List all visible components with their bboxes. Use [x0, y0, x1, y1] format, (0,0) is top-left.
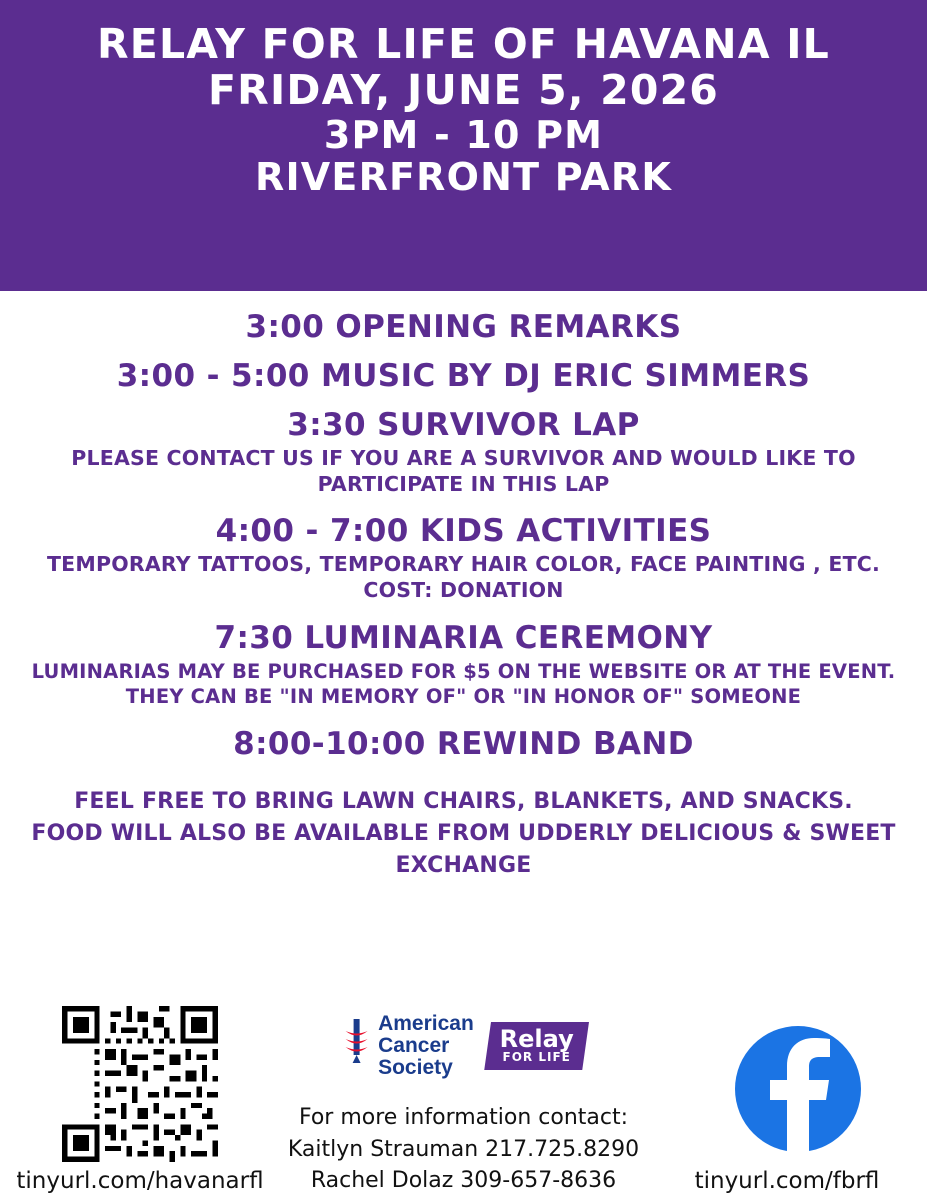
- acs-sword-icon: [341, 1017, 371, 1075]
- schedule-item-rewind-band: 8:00-10:00 REWIND BAND: [233, 725, 694, 762]
- schedule-section: [0, 291, 927, 882]
- qr-code-website[interactable]: [62, 1006, 218, 1162]
- schedule-note-survivor-lap: PLEASE CONTACT US IF YOU ARE A SURVIVOR AND WOULD LIKE TO PARTICIPATE IN THIS LAP: [71, 445, 856, 496]
- schedule-item-luminaria-ceremony: 7:30 LUMINARIA CEREMONY: [214, 619, 713, 656]
- header-time-line: 3PM - 10 PM: [323, 112, 604, 157]
- qr-code-website-icon: [62, 1006, 218, 1162]
- schedule-item-survivor-lap: 3:30 SURVIVOR LAP: [287, 406, 640, 443]
- header-title-line-1: RELAY FOR LIFE OF HAVANA IL: [96, 20, 831, 68]
- relay-badge-line-1: Relay: [499, 1024, 574, 1053]
- flyer-footer: [0, 995, 927, 1200]
- flyer-header: [0, 0, 927, 291]
- contact-heading: For more information contact:: [298, 1105, 629, 1131]
- header-date-line: FRIDAY, JUNE 5, 2026: [207, 65, 720, 114]
- facebook-icon[interactable]: [735, 1026, 861, 1152]
- schedule-note-kids-cost: COST: DONATION: [363, 578, 564, 603]
- contact-info: [234, 1102, 694, 1196]
- general-notes: [20, 786, 907, 882]
- qr-left-caption: tinyurl.com/havanarfl: [16, 1168, 264, 1194]
- note-food-vendors: FOOD WILL ALSO BE AVAILABLE FROM UDDERLY DELICIOUS & SWEET EXCHANGE: [31, 821, 896, 879]
- qr-right-caption: tinyurl.com/fbrfl: [694, 1168, 880, 1194]
- facebook-f-glyph: [735, 1026, 861, 1152]
- relay-badge-line-2: FOR LIFE: [502, 1049, 572, 1064]
- contact-person-2: Rachel Dolaz 309-657-8636: [310, 1167, 617, 1193]
- american-cancer-society-logo: [341, 1013, 474, 1079]
- acs-logo-line-2: Cancer: [378, 1034, 450, 1058]
- schedule-item-kids-activities: 4:00 - 7:00 KIDS ACTIVITIES: [215, 513, 712, 550]
- note-bring-chairs: FEEL FREE TO BRING LAWN CHAIRS, BLANKETS, AND SNACKS.: [74, 789, 853, 815]
- logo-group: [341, 1013, 586, 1079]
- schedule-note-luminaria-price: LUMINARIAS MAY BE PURCHASED FOR $5 ON THE WEBSITE OR AT THE EVENT.: [31, 659, 896, 683]
- schedule-item-music-dj: 3:00 - 5:00 MUSIC BY DJ ERIC SIMMERS: [116, 357, 811, 394]
- acs-logo-text: [378, 1013, 474, 1079]
- acs-logo-line-3: Society: [378, 1056, 453, 1080]
- contact-person-1: Kaitlyn Strauman 217.725.8290: [287, 1136, 640, 1162]
- acs-logo-line-1: American: [378, 1012, 474, 1035]
- schedule-note-luminaria-dedication: THEY CAN BE "IN MEMORY OF" OR "IN HONOR OF" SOMEONE: [125, 685, 802, 709]
- relay-for-life-logo: [484, 1022, 589, 1070]
- schedule-note-kids-activities: TEMPORARY TATTOOS, TEMPORARY HAIR COLOR, FACE PAINTING , ETC.: [47, 552, 880, 577]
- header-location-line: RIVERFRONT PARK: [255, 155, 672, 200]
- schedule-item-opening-remarks: 3:00 OPENING REMARKS: [245, 309, 682, 345]
